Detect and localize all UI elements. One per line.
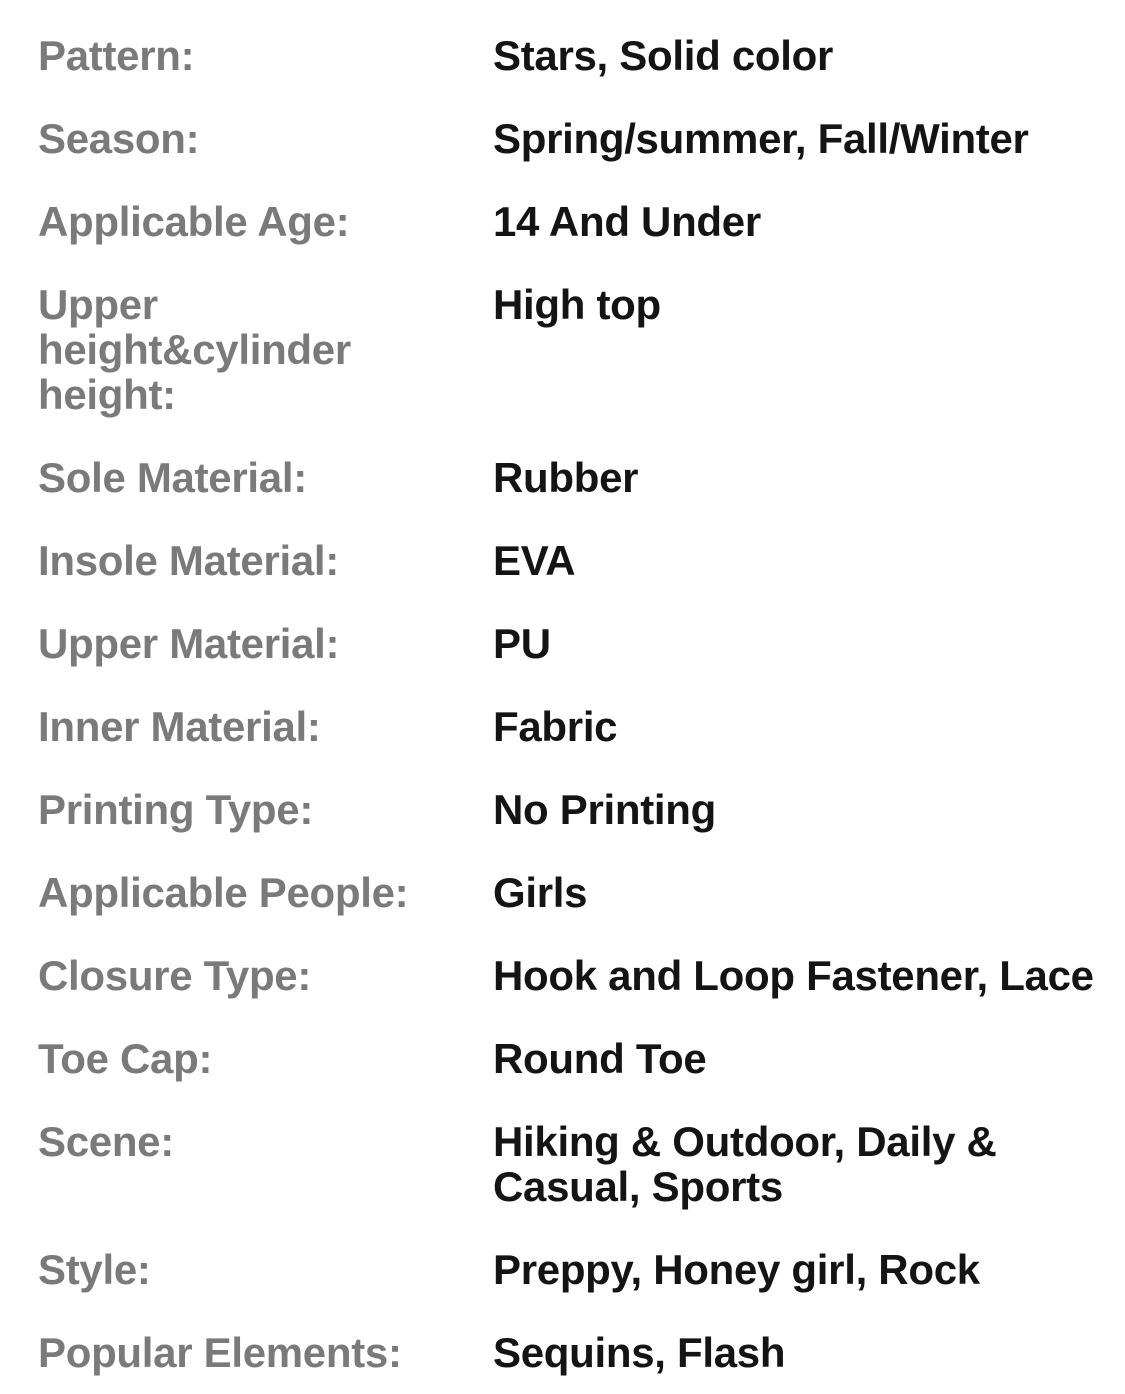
spec-label: Printing Type: [38,786,314,833]
spec-value: Girls [493,869,588,916]
spec-label: Inner Material: [38,703,321,750]
spec-label: Closure Type: [38,952,312,999]
spec-row [38,1119,1117,1209]
spec-row [38,33,1117,78]
spec-label: Upper height&cylinder height: [38,281,351,418]
spec-label: Scene: [38,1118,174,1165]
spec-row [38,953,1117,998]
spec-value: High top [493,281,661,328]
spec-value: Hook and Loop Fastener, Lace [493,952,1094,999]
spec-row [38,199,1117,244]
spec-row [38,1036,1117,1081]
spec-row [38,787,1117,832]
spec-value: Stars, Solid color [493,32,834,79]
spec-label: Toe Cap: [38,1035,213,1082]
spec-value: Sequins, Flash [493,1329,786,1376]
spec-value: Preppy, Honey girl, Rock [493,1246,980,1293]
spec-row [38,704,1117,749]
spec-label: Style: [38,1246,151,1293]
spec-value: Rubber [493,454,639,501]
spec-label: Sole Material: [38,454,307,501]
spec-label: Applicable People: [38,869,409,916]
spec-value: Spring/summer, Fall/Winter [493,115,1029,162]
spec-value: Fabric [493,703,618,750]
spec-label: Upper Material: [38,620,340,667]
spec-value: No Printing [493,786,717,833]
spec-label: Applicable Age: [38,198,350,245]
spec-row [38,1330,1117,1375]
spec-row [38,116,1117,161]
spec-value: Round Toe [493,1035,707,1082]
spec-row [38,1247,1117,1292]
spec-row [38,538,1117,583]
spec-value: EVA [493,537,576,584]
spec-label: Insole Material: [38,537,339,584]
spec-row [38,282,1117,417]
spec-value: PU [493,620,551,667]
spec-label: Pattern: [38,32,195,79]
spec-row [38,870,1117,915]
spec-row [38,621,1117,666]
spec-value: Hiking & Outdoor, Daily & Casual, Sports [493,1118,997,1210]
spec-label: Season: [38,115,200,162]
spec-label: Popular Elements: [38,1329,402,1376]
spec-value: 14 And Under [493,198,761,245]
spec-row [38,455,1117,500]
